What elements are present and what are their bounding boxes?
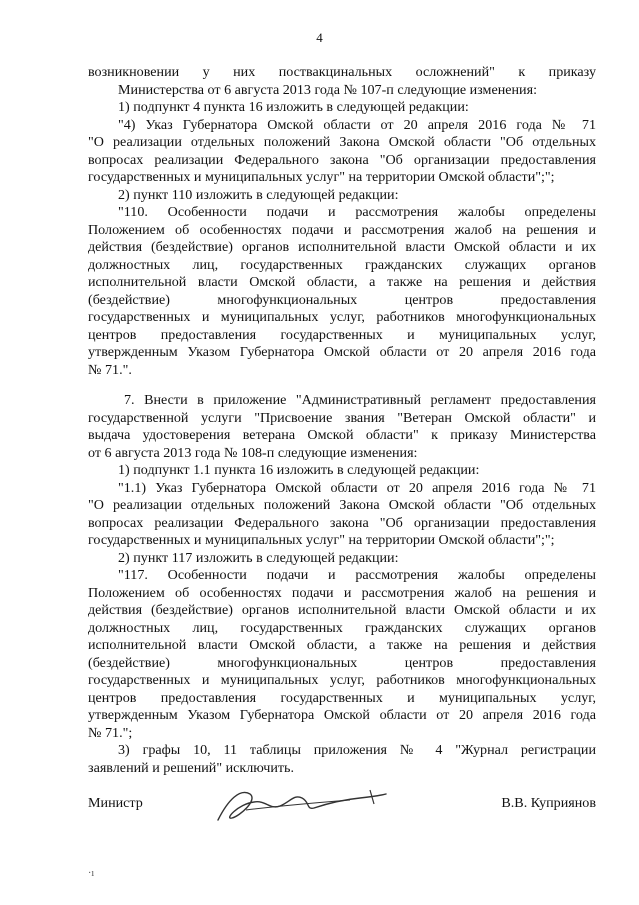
text-line: "О реализации отдельных положений Закона Омской области "Об отдельных <box>88 497 596 513</box>
text-line: Министерства от 6 августа 2013 года № 107-п следующие изменения: <box>118 81 537 98</box>
text-line: Положением об особенностях подачи и рассмотрения жалоб на решения и <box>88 584 596 601</box>
text-line: "110. Особенности подачи и рассмотрения жалобы определены <box>118 204 596 220</box>
text-line: 2) пункт 117 изложить в следующей редакции: <box>118 549 399 566</box>
text-line: возникновении у них поствакцинальных осложнений" к приказу <box>88 64 596 80</box>
text-line: утвержденным Указом Губернатора Омской области от 20 апреля 2016 года <box>88 707 596 723</box>
text-line: 3) графы 10, 11 таблицы приложения № 4 "Журнал регистрации <box>118 742 596 758</box>
text-line: 2) пункт 110 изложить в следующей редакции: <box>118 186 399 203</box>
text-line: 1) подпункт 4 пункта 16 изложить в следующей редакции: <box>118 99 469 115</box>
text-line: "117. Особенности подачи и рассмотрения жалобы определены <box>118 567 596 583</box>
signer-role: Министр <box>88 795 143 811</box>
text-line: Положением об особенностях подачи и рассмотрения жалоб на решения и <box>88 221 596 238</box>
text-line: государственных и муниципальных услуг, работников многофункциональных <box>88 309 596 325</box>
text-line: действия (бездействие) органов исполнительной власти Омской области и их <box>88 239 596 255</box>
text-line: "О реализации отдельных положений Закона Омской области "Об отдельных <box>88 134 596 150</box>
page-number: 4 <box>316 30 323 45</box>
signer-name: В.В. Куприянов <box>501 795 596 811</box>
text-line: вопросах реализации Федерального закона "Об организации предоставления <box>88 514 596 531</box>
text-line: исполнительной власти Омской области, а также на решения и действия <box>88 274 596 290</box>
document-body <box>88 64 596 777</box>
text-line: (бездействие) многофункциональных центров предоставления <box>88 654 596 671</box>
text-line: 7. Внести в приложение "Административный регламент предоставления <box>124 392 596 408</box>
text-line: должностных лиц, государственных гражданских служащих органов <box>88 619 596 636</box>
text-line: "1.1) Указ Губернатора Омской области от 20 апреля 2016 года № 71 <box>118 479 596 496</box>
text-line: от 6 августа 2013 года № 108-п следующие изменения: <box>88 444 418 461</box>
text-line: вопросах реализации Федерального закона "Об организации предоставления <box>88 151 596 168</box>
text-line: государственной услуги "Присвоение звания "Ветеран Омской области" и <box>88 409 596 426</box>
text-line: государственных и муниципальных услуг" на территории Омской области";"; <box>88 169 555 185</box>
text-line: государственных и муниципальных услуг, работников многофункциональных <box>88 672 596 688</box>
text-line: действия (бездействие) органов исполнительной власти Омской области и их <box>88 602 596 618</box>
text-line: "4) Указ Губернатора Омской области от 20 апреля 2016 года № 71 <box>118 116 596 133</box>
text-line: исполнительной власти Омской области, а также на решения и действия <box>88 637 596 653</box>
text-line: (бездействие) многофункциональных центров предоставления <box>88 291 596 308</box>
text-line: выдача удостоверения ветерана Омской области" к приказу Министерства <box>88 427 596 443</box>
text-line: 1) подпункт 1.1 пункта 16 изложить в следующей редакции: <box>118 462 480 478</box>
text-line: центров предоставления государственных и муниципальных услуг, <box>88 689 596 706</box>
text-line: утвержденным Указом Губернатора Омской области от 20 апреля 2016 года <box>88 344 596 360</box>
text-line: № 71."; <box>88 724 133 741</box>
signature-block <box>88 795 596 817</box>
text-line: заявлений и решений" исключить. <box>88 759 295 776</box>
footer-mark: ·ı <box>88 868 95 879</box>
text-line: должностных лиц, государственных гражданских служащих органов <box>88 256 596 273</box>
text-line: государственных и муниципальных услуг" на территории Омской области";"; <box>88 532 555 548</box>
text-line: № 71.". <box>88 361 132 378</box>
text-line: центров предоставления государственных и муниципальных услуг, <box>88 326 596 343</box>
